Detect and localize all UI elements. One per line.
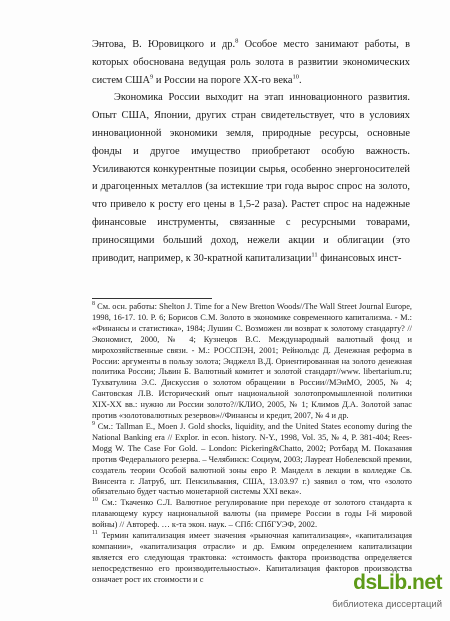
logo-subtitle: библиотека диссертаций — [332, 599, 442, 610]
footnote-ref: 8 — [235, 37, 239, 45]
footnote-ref: 9 — [150, 73, 154, 81]
paragraph-text: Энтова, В. Юровицкого и др. — [92, 39, 236, 50]
footnote — [92, 302, 412, 422]
paragraph-text: Особое место занимают работы, в которых обоснована ведущая роль золота в развитии экономических систем США — [92, 39, 410, 86]
footnote-separator — [92, 298, 212, 299]
paragraph — [92, 36, 410, 89]
paragraph-text: и России на пороге XX-го века — [153, 74, 293, 86]
footnote-text: Термин капитализация имеет значения «рыночная капитализация», «капитализация компании», «капитализация отрасли» и др. Емким определением капитализации является его следующая трактовка: «стоимость фактора производства определяется непосредственно его производительностью». Капитализация факторов производства означает рост их стоимости и с — [92, 531, 413, 584]
paragraph-text: финансовых инст- — [317, 252, 402, 264]
footnote-text: См.: Tallman E., Moen J. Gold shocks, liquidity, and the United States economy during the National Banking era // Explor. in econ. history. N-Y., 1998, Vol. 35, № 4, P. 381-404; Rees-Mogg W. The Case For Gold. – London: Pickering&Chatto, 2002; Ротбард М. Показания против Федерального резерва. – Челябинск: Социум, 2003; Лауреат Нобелевской премии, создатель теории Особой валютной зоны евро Р. Манделл в лекции в колледже Св. Винсента г. Латруб, шт. Пенсильвания, США, 13.03.97 г.) заявил о том, что «золото обязательно будет частью монетарной системы XXI века». — [92, 421, 412, 497]
footnote-number: 9 — [92, 421, 95, 428]
footnote-number: 8 — [92, 301, 95, 308]
paragraph — [92, 89, 410, 267]
footnote-text: См.: Ткаченко С.Л. Валютное регулирование при переходе от золотого стандарта к плавающему курсу национальной валюты (на примере России в годы I-й мировой войны) // Автореф. … к-та экон. наук. – СПб: СПбГУЭФ, 2002. — [92, 498, 412, 530]
main-text — [92, 36, 410, 267]
paragraph-text: . — [298, 74, 302, 86]
footnote-ref: 11 — [311, 251, 318, 259]
footnote-number: 10 — [92, 497, 98, 504]
paragraph-text: Экономика России выходит на этап инновационного развития. Опыт США, Японии, других стран свидетельствует, что в условиях инновационной экономики земля, природные ресурсы, основные фонды и другое имущество приобретают особую важность. Усиливаются конкурентные позиции сырья, особенно энергоносителей и драгоценных металлов (за истекшие три года вырос спрос на золото, что привело к росту его цены в 1,5-2 раза). Растет спрос на надежные финансовые инструменты, связанные с ресурсными товарами, приносящими больший доход, нежели акции и облигации (это приводит, например, к 30-кратной капитализации — [92, 92, 410, 264]
dslib-logo[interactable] — [314, 571, 442, 615]
footnote — [92, 498, 412, 531]
footnote-number: 11 — [92, 530, 98, 537]
footnote-ref: 10 — [292, 73, 299, 81]
logo-title: dsLib.net — [353, 571, 442, 594]
footnote — [92, 422, 412, 498]
footnotes — [92, 302, 412, 586]
footnote-text: См. осн. работы: Shelton J. Time for a New Bretton Woods//The Wall Street Journal Europe, 1998, 16-17. 10. P. 6; Борисов С.М. Золото в экономике современного капитализма. - М.: «Финансы и статистика», 1984; Лушин С. Возможен ли возврат к золотому стандарту? // Экономист, 2000, № 4; Кузнецов В.С. Международный валютный фонд и мирохозяйственные связи. - М.: РОССПЭН, 2001; Рейнольдс Д. Денежная реформа в России: аргументы в пользу золота; Энджелл В.Д. Ориентированная на золото денежная политика России; Львин Б. Валютный комитет и золотой стандарт//www. libertarium.ru; Тухватулина Э.С. Дискуссия о золотом обращении в России//МЭиМО, 2005, № 4; Сантовская Л.В. Исторический опыт национальной золотопромышленной политики XIX-XX вв.: нужно ли России золото?//КЛИО, 2005, № 1; Климов Д.А. Золотой запас против «золотовалютных резервов»//Финансы и кредит, 2007, № 4 и др. — [92, 302, 412, 421]
